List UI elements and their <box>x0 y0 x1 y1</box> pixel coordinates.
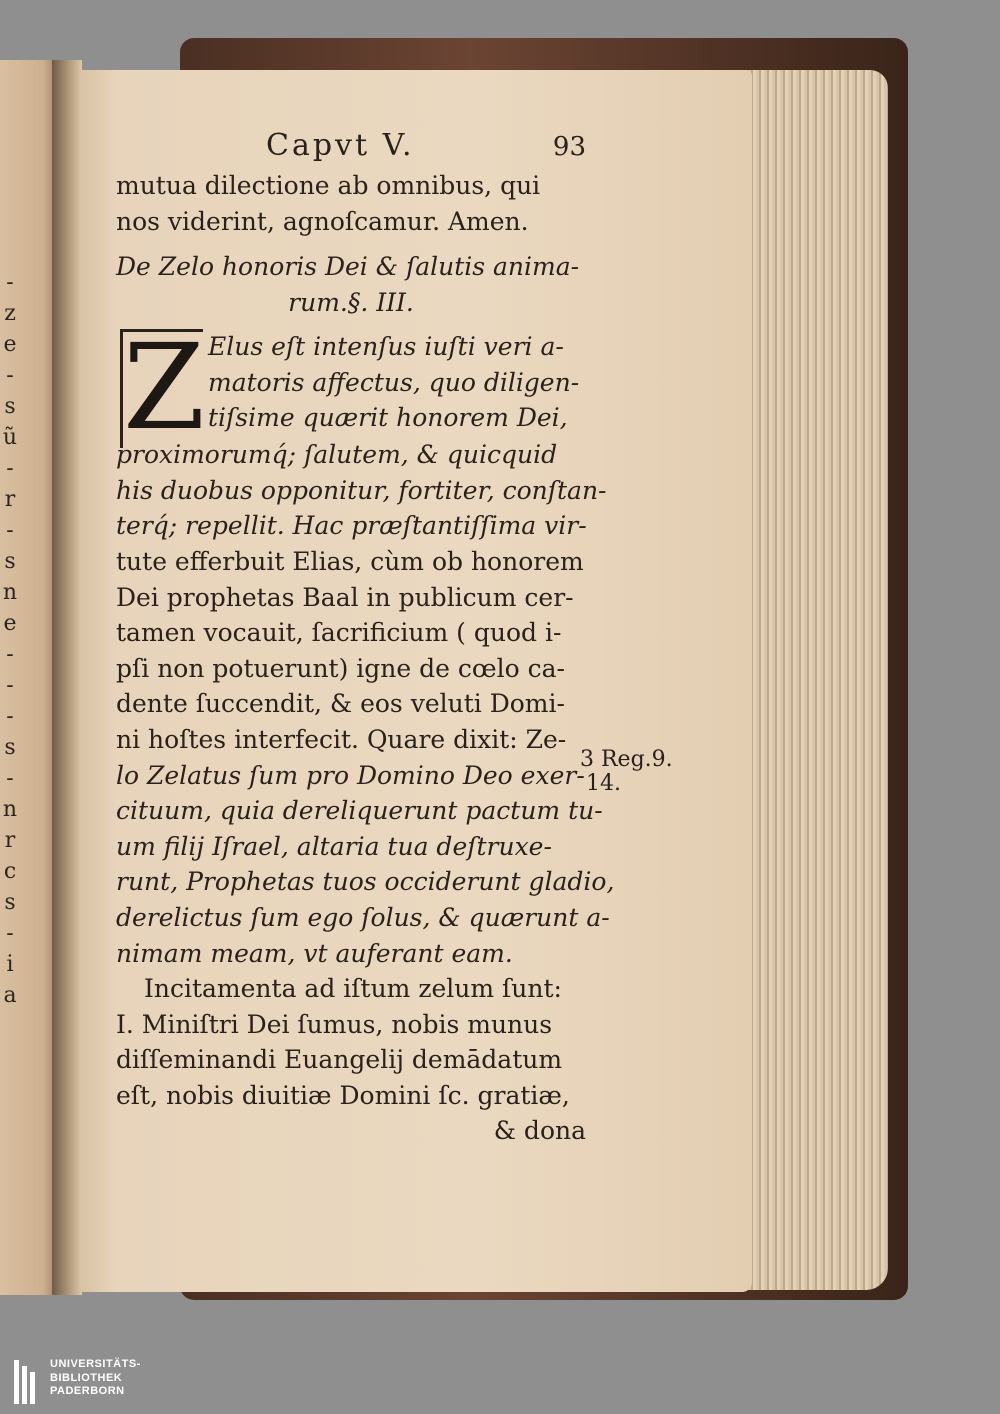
text-line: runt, Prophetas tuos occiderunt gladio, <box>116 867 615 897</box>
left-edge-letter: n <box>2 797 18 822</box>
left-edge-letter: e <box>3 332 17 357</box>
left-edge-letter: e <box>3 611 17 636</box>
left-edge-letter: s <box>4 890 16 915</box>
text-line: tute efferbuit Elias, cùm ob honorem <box>116 546 584 576</box>
left-edge-letter: - <box>6 456 14 481</box>
text-line: derelictus ſum ego ſolus, & quærunt a- <box>116 902 610 932</box>
left-edge-letter: a <box>3 983 17 1008</box>
logo-line: BIBLIOTHEK <box>50 1371 123 1384</box>
library-logo-text <box>50 1358 141 1399</box>
text-line: Incitamenta ad iſtum zelum ſunt: <box>144 974 562 1004</box>
text-line: terq́; repellit. Hac præſtantiſſima vir- <box>116 511 587 541</box>
page-block-edges <box>740 70 888 1290</box>
left-edge-letter: - <box>6 518 14 543</box>
left-edge-letter: i <box>6 952 14 977</box>
closing-lines <box>116 971 586 1149</box>
drop-cap-initial: Z <box>120 329 203 448</box>
text-line: I. Miniſtri Dei ſumus, nobis munus <box>116 1009 553 1039</box>
margin-note <box>580 748 680 796</box>
left-edge-letter: n <box>2 580 18 605</box>
text-line: tiſsime quærit honorem Dei, <box>208 403 568 433</box>
text-line: nos viderint, agnoſcamur. Amen. <box>116 206 529 236</box>
logo-line: PADERBORN <box>50 1385 125 1397</box>
left-edge-letter: - <box>6 270 14 295</box>
initial-paragraph <box>116 318 586 469</box>
text-line: matoris affectus, quo diligen- <box>208 367 580 397</box>
left-edge-letter: s <box>4 735 16 760</box>
text-line: eſt, nobis diuitiæ Domini ſc. gratiæ, <box>116 1080 570 1110</box>
left-edge-letter: c <box>3 859 17 884</box>
left-edge-letter: - <box>6 673 14 698</box>
section-heading-line: rum.§. III. <box>288 288 414 318</box>
page-number: 93 <box>552 132 586 162</box>
left-edge-letters <box>0 270 20 1014</box>
book-gutter <box>52 60 82 1295</box>
text-line: ni hoſtes interfecit. Quare dixit: Ze- <box>116 724 567 754</box>
left-edge-letter: - <box>6 363 14 388</box>
text-line: nimam meam, vt auferant eam. <box>116 938 513 968</box>
text-line: diſſeminandi Euangelij demādatum <box>116 1045 563 1075</box>
text-line: um filij Iſrael, altaria tua deſtruxe- <box>116 831 552 861</box>
left-edge-letter: ũ <box>2 425 18 450</box>
text-line: cituum, quia dereliquerunt pactum tu- <box>116 796 603 826</box>
text-line: & dona <box>493 1116 586 1146</box>
left-edge-letter: - <box>6 921 14 946</box>
running-head-title: Capvt V. <box>266 128 415 163</box>
text-line: Dei prophetas Baal in publicum cer- <box>116 582 574 612</box>
margin-note-line: 3 Reg.9. <box>580 747 673 772</box>
left-edge-letter: - <box>6 704 14 729</box>
left-edge-letter: z <box>4 301 16 326</box>
left-edge-letter: s <box>4 394 16 419</box>
library-logo <box>14 1358 174 1408</box>
text-line: proximorumq́; ſalutem, & quicquid <box>116 440 558 470</box>
left-edge-letter: - <box>6 642 14 667</box>
left-edge-letter: - <box>6 766 14 791</box>
left-edge-letter: s <box>4 549 16 574</box>
text-line: tamen vocauit, ſacrificium ( quod i- <box>116 618 562 648</box>
text-line: lo Zelatus ſum pro Domino Deo exer- <box>116 760 585 790</box>
left-edge-letter: r <box>4 828 16 853</box>
text-line: Elus eſt intenſus iuſti veri a- <box>208 332 564 362</box>
margin-note-line: 14. <box>586 771 621 796</box>
initial-lines <box>208 329 588 436</box>
library-logo-icon <box>14 1360 40 1404</box>
opening-lines <box>116 168 586 239</box>
section-heading-line: De Zelo honoris Dei & ſalutis anima- <box>116 252 580 282</box>
text-line: mutua dilectione ab omnibus, qui <box>116 171 541 200</box>
running-head <box>116 128 586 168</box>
text-line: pſi non potuerunt) igne de cœlo ca- <box>116 653 565 683</box>
left-edge-letter: r <box>4 487 16 512</box>
logo-line: UNIVERSITÄTS- <box>50 1358 141 1370</box>
text-line: his duobus opponitur, fortiter, conſtan- <box>116 475 607 505</box>
text-line: dente ſuccendit, & eos veluti Domi- <box>116 689 565 719</box>
